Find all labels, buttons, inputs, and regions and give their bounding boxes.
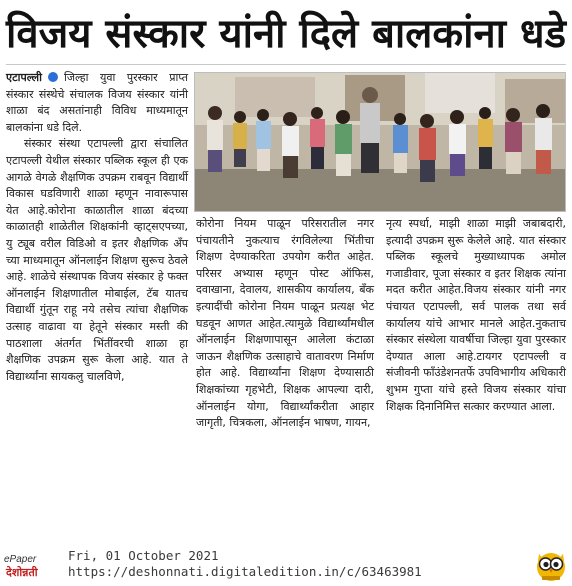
article-column-1 — [6, 70, 188, 385]
dateline-dot-icon — [48, 72, 58, 82]
footer-date: Fri, 01 October 2021 — [68, 548, 219, 563]
footer-url-link[interactable]: https://deshonnati.digitaledition.in/c/63463981 — [68, 564, 422, 579]
epaper-logo[interactable] — [4, 552, 62, 582]
lead-text: जिल्हा युवा पुरस्कार प्राप्त संस्कार संस्थेचे संचालक विजय संस्कार यांनी शाळा बंद असतांनाही विविध माध्यमातून बालकांना धडे दिले. — [6, 71, 188, 134]
article-column-3 — [386, 216, 566, 415]
headline: विजय संस्कार यांनी दिले बालकांना धडे — [6, 10, 566, 57]
owl-mascot-icon — [535, 548, 567, 582]
article-column-2 — [196, 216, 374, 432]
headline-divider — [6, 64, 566, 65]
dateline: एटापल्ली — [6, 71, 42, 84]
article-paragraph: कोरोना नियम पाळून परिसरातील नगर पंचायतीने नुकत्याच रंगविलेल्या भिंतीचा शिक्षण देण्याकरिता उपयोग करीत आहेत. परिसर अभ्यास म्हणून पोस्ट ऑफिस, दवाखाना, देवालय, शासकीय कार्यालय, बँक इत्यादींची कोरोना नियम पाळून प्रत्यक्ष भेट घडवून आणत आहेत.त्यामुळे विद्यार्थ्यांमधील ऑनलाईन शिक्षणापासून आलेला कंटाळा जाऊन शैक्षणिक उत्साहाचे वातावरण निर्माण होत आहे. विद्यार्थ्यांना शिक्षण देण्यासाठी शिक्षकांच्या गृहभेटी, शिक्षक आपल्या दारी, ऑनलाईन योगा, विद्यार्थ्यांकरीता आहार जागृती, चित्रकला, ऑनलाईन भाषण, गायन, — [196, 217, 374, 430]
article-paragraph: संस्कार संस्था एटापल्ली द्वारा संचालित एटापल्ली येथील संस्कार पब्लिक स्कूल ही एक आगळे वेगळे शैक्षणिक उपक्रम राबवून विद्यार्थी विकास घडविणारी शाळा म्हणून नावारूपास येत आहे.कोरोना काळातील शाळा बंदच्या काळातही शाळेतील शिक्षकांनी व्हाट्सएपच्या, यु ट्यूब वरील विडिओ व इतर शैक्षणिक अँप च्या माध्यमातून ऑनलाईन शिक्षण सुरूच ठेवले आहे. शाळेचे संस्थापक विजय संस्कार हे फक्त ऑनलाईन शिक्षणातील मोबाईल, टॅब यातच विद्यार्थी गुंतून राहू नये तसेच त्यांचा शैक्षणिक उत्साह वाढावा या हेतूने संस्कार मस्ती की पाठशाला अंतर्गत भिंतींवरची शाळा हा शैक्षणिक उपक्रम सुरू केला आहे. यात ते विद्यार्थ्यांना सायकलु चालविणे, — [6, 137, 188, 383]
article-photo — [194, 72, 566, 212]
article-lead — [6, 70, 188, 136]
logo-brand-text: देशोन्नती — [6, 566, 38, 579]
next-headline-fragment — [0, 536, 572, 542]
article-paragraph: नृत्य स्पर्धा, माझी शाळा माझी जबाबदारी, इत्यादी उपक्रम सुरू केलेले आहे. यात संस्कार पब्लिक स्कूलचे मुख्याध्यापक अमोल गजाडीवार, पूजा संस्कार व इतर शिक्षक त्यांना मदत करीत आहेत.विजय संस्कार यांनी नगर पंचायत एटापल्ली, सर्व पालक तथा सर्व कार्यालय यांचे आभार मानले आहेत.नुकताच संस्कार संस्थेला यावर्षीचा जिल्हा युवा पुरस्कार देण्यात आला आहे.टायगर एटापल्ली व संजीवनी फाँउंडेशनतर्फे उपविभागीय अधिकारी शुभम गुप्ता यांचे हस्ते विजय संस्कार यांचा शिक्षक दिनानिमित्त सत्कार करण्यात आला. — [386, 217, 566, 413]
footer — [0, 540, 572, 586]
logo-epaper-text: ePaper — [4, 554, 37, 565]
